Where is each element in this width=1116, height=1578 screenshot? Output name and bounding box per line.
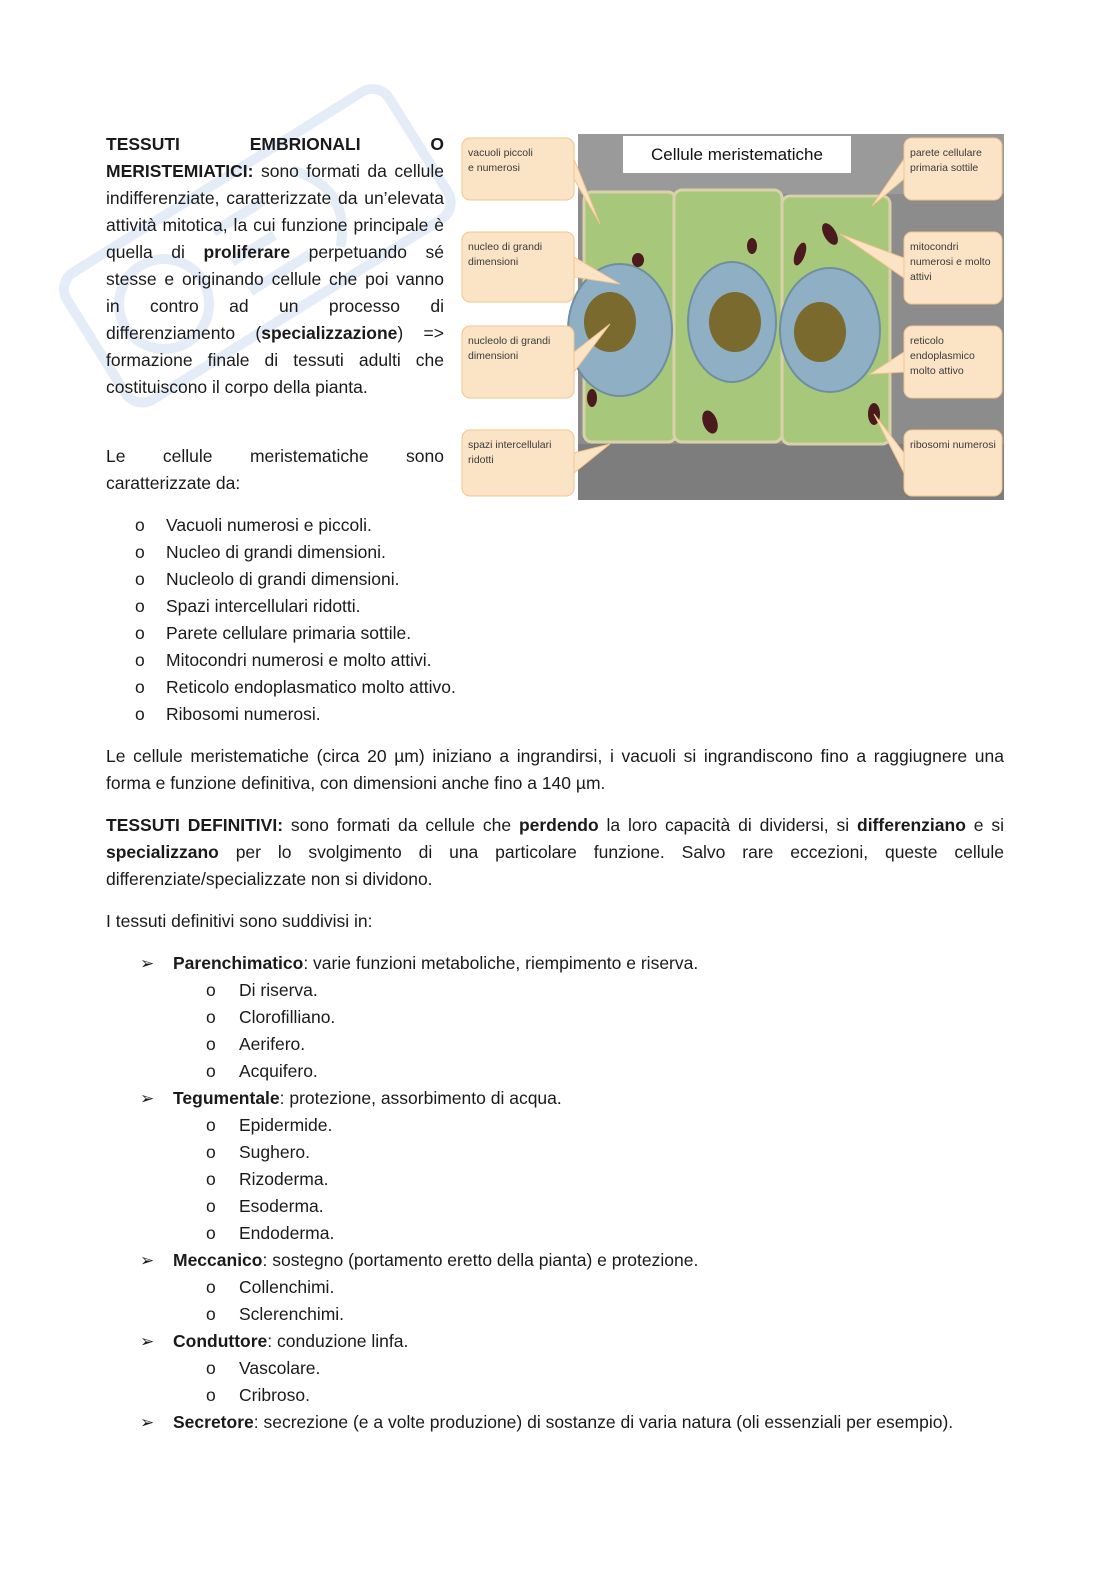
- nucleolus-middle: [709, 292, 761, 352]
- tissue-category-name: Meccanico: [173, 1250, 263, 1270]
- definitive-tissue-list: [138, 950, 1018, 1436]
- tissue-subtype-text: Endoderma.: [239, 1223, 335, 1243]
- tissue-subtype-item: [206, 1193, 1018, 1220]
- callout-label: nucleolo di grandi dimensioni: [468, 335, 551, 362]
- tissue-subtype-text: Esoderma.: [239, 1196, 324, 1216]
- paragraph-definitive: [106, 812, 1004, 893]
- tissue-subtype-text: Di riserva.: [239, 980, 318, 1000]
- intro-paragraph: [106, 131, 444, 401]
- definitive-bold-differenziano: differenziano: [857, 815, 966, 835]
- definitive-text-3: e si: [965, 815, 1004, 835]
- arrow-bullet-icon: ➢: [140, 1089, 155, 1108]
- bullet-circle-icon: o: [206, 1061, 216, 1081]
- bullet-circle-icon: o: [206, 1169, 216, 1189]
- callout-label: mitocondri numerosi e molto attivi: [910, 241, 991, 283]
- bullet-circle-icon: o: [206, 1385, 216, 1405]
- bullet-circle-icon: o: [135, 704, 145, 724]
- tissue-subtype-text: Collenchimi.: [239, 1277, 335, 1297]
- tissue-subtype-list: [138, 1112, 1018, 1247]
- feature-item: [135, 701, 456, 728]
- feature-text: Ribosomi numerosi.: [166, 704, 321, 724]
- callout-label: reticolo endoplasmico molto attivo: [910, 335, 975, 377]
- tissue-category-desc: : sostegno (portamento eretto della pianta) e protezione.: [262, 1250, 699, 1270]
- tissue-subtype-text: Sclerenchimi.: [239, 1304, 345, 1324]
- bullet-circle-icon: o: [206, 1304, 216, 1324]
- callout-label: spazi intercellulari ridotti: [468, 439, 552, 466]
- definitive-bold-perdendo: perdendo: [518, 815, 599, 835]
- bullet-circle-icon: o: [206, 1034, 216, 1054]
- tissue-category: [138, 1085, 1018, 1112]
- tissue-category-desc: : secrezione (e a volte produzione) di sostanze di varia natura (oli essenziali per esempio).: [253, 1412, 954, 1432]
- feature-item: [135, 593, 456, 620]
- intro-text-3: ) => formazione finale di tessuti adulti che costituiscono il corpo della pianta.: [106, 323, 444, 397]
- feature-text: Nucleolo di grandi dimensioni.: [166, 569, 400, 589]
- feature-text: Mitocondri numerosi e molto attivi.: [166, 650, 432, 670]
- feature-text: Reticolo endoplasmatico molto attivo.: [166, 677, 456, 697]
- feature-text: Parete cellulare primaria sottile.: [166, 623, 412, 643]
- definitive-bold-specializzano: specializzano: [106, 842, 219, 862]
- intro-bold-specializzazione: specializzazione: [261, 323, 398, 343]
- tissue-subtype-text: Aerifero.: [239, 1034, 306, 1054]
- feature-item: [135, 620, 456, 647]
- arrow-bullet-icon: ➢: [140, 1413, 155, 1432]
- tissue-subtype-list: [138, 1274, 1018, 1328]
- tissue-category-name: Parenchimatico: [173, 953, 304, 973]
- tissue-subtype-item: [206, 1166, 1018, 1193]
- bullet-circle-icon: o: [135, 596, 145, 616]
- tissue-subtype-item: [206, 1058, 1018, 1085]
- intro-paragraph-2: Le cellule meristematiche sono caratterizzate da:: [106, 446, 444, 493]
- tissue-category-name: Conduttore: [173, 1331, 268, 1351]
- tissue-subtype-text: Cribroso.: [239, 1385, 310, 1405]
- bullet-circle-icon: o: [135, 677, 145, 697]
- feature-text: Vacuoli numerosi e piccoli.: [166, 515, 372, 535]
- tissue-category: [138, 1409, 1018, 1436]
- arrow-bullet-icon: ➢: [140, 954, 155, 973]
- tissue-subtype-item: [206, 1301, 1018, 1328]
- paragraph-growth: Le cellule meristematiche (circa 20 µm) iniziano a ingrandirsi, i vacuoli si ingrandiscono fino a raggiugnere una forma e funzione definitiva, con dimensioni anche fino a 140 µm.: [106, 746, 1004, 793]
- bullet-circle-icon: o: [206, 980, 216, 1000]
- tissue-subtype-item: [206, 1004, 1018, 1031]
- bullet-circle-icon: o: [206, 1196, 216, 1216]
- tissue-subtype-item: [206, 1220, 1018, 1247]
- tissue-subtype-list: [138, 977, 1018, 1085]
- features-list: [135, 512, 456, 728]
- bullet-circle-icon: o: [206, 1007, 216, 1027]
- tissue-subtype-text: Acquifero.: [239, 1061, 318, 1081]
- callout-label: nucleo di grandi dimensioni: [468, 241, 543, 268]
- tissue-subtype-item: [206, 977, 1018, 1004]
- tissue-subtype-text: Rizoderma.: [239, 1169, 329, 1189]
- tissue-subtype-list: [138, 1355, 1018, 1409]
- tissue-category: [138, 1247, 1018, 1274]
- tissue-category-name: Tegumentale: [173, 1088, 280, 1108]
- tissue-subtype-text: Epidermide.: [239, 1115, 333, 1135]
- bullet-circle-icon: o: [135, 515, 145, 535]
- bullet-circle-icon: o: [135, 623, 145, 643]
- intro-text-1: sono formati da cellule indifferenziate, caratterizzate da un’elevata attività mitotica, la cui funzione principale è quella di: [106, 161, 444, 262]
- tissue-category: [138, 950, 1018, 977]
- arrow-bullet-icon: ➢: [140, 1251, 155, 1270]
- tissue-category-desc: : conduzione linfa.: [267, 1331, 409, 1351]
- nucleolus-right: [794, 302, 846, 362]
- feature-item: [135, 647, 456, 674]
- tissue-subtype-item: [206, 1112, 1018, 1139]
- feature-text: Nucleo di grandi dimensioni.: [166, 542, 386, 562]
- feature-item: [135, 512, 456, 539]
- feature-item: [135, 566, 456, 593]
- tissue-subtype-text: Sughero.: [239, 1142, 311, 1162]
- bullet-circle-icon: o: [206, 1142, 216, 1162]
- intro-bold-proliferare: proliferare: [203, 242, 291, 262]
- bullet-circle-icon: o: [206, 1277, 216, 1297]
- bullet-circle-icon: o: [135, 542, 145, 562]
- arrow-bullet-icon: ➢: [140, 1332, 155, 1351]
- callout-label: vacuoli piccoli e numerosi: [468, 147, 533, 174]
- meristematic-cells-figure: [460, 134, 1004, 500]
- bullet-circle-icon: o: [206, 1223, 216, 1243]
- bullet-circle-icon: o: [135, 569, 145, 589]
- tissue-category-name: Secretore: [173, 1412, 254, 1432]
- tissue-category-desc: : varie funzioni metaboliche, riempimento e riserva.: [303, 953, 699, 973]
- definitive-text-2: la loro capacità di dividersi, si: [598, 815, 857, 835]
- tissue-subtype-item: [206, 1382, 1018, 1409]
- definitive-text-4: per lo svolgimento di una particolare funzione. Salvo rare eccezioni, queste cellule differenziate/specializzate non si dividono.: [106, 842, 1004, 889]
- feature-text: Spazi intercellulari ridotti.: [166, 596, 361, 616]
- feature-item: [135, 674, 456, 701]
- paragraph-subdivided: I tessuti definitivi sono suddivisi in:: [106, 911, 373, 931]
- callout-label: ribosomi numerosi: [910, 439, 996, 451]
- tissue-subtype-item: [206, 1274, 1018, 1301]
- figure-title: Cellule meristematiche: [651, 145, 823, 164]
- bullet-circle-icon: o: [206, 1115, 216, 1135]
- tissue-subtype-text: Clorofilliano.: [239, 1007, 336, 1027]
- intro-text-2: perpetuando sé stesse e originando cellule che poi vanno in contro ad un processo di differenziamento (: [106, 242, 444, 343]
- tissue-subtype-text: Vascolare.: [239, 1358, 321, 1378]
- tissue-subtype-item: [206, 1355, 1018, 1382]
- tissue-subtype-item: [206, 1031, 1018, 1058]
- definitive-text-1: sono formati da cellule che: [283, 815, 519, 835]
- bullet-circle-icon: o: [206, 1358, 216, 1378]
- intro-heading: TESSUTI EMBRIONALI O MERISTEMIATICI:: [106, 134, 444, 181]
- bullet-circle-icon: o: [135, 650, 145, 670]
- feature-item: [135, 539, 456, 566]
- tissue-category-desc: : protezione, assorbimento di acqua.: [279, 1088, 562, 1108]
- tissue-subtype-item: [206, 1139, 1018, 1166]
- definitive-heading: TESSUTI DEFINITIVI:: [106, 815, 284, 835]
- tissue-category: [138, 1328, 1018, 1355]
- callout-label: parete cellulare primaria sottile: [910, 147, 982, 174]
